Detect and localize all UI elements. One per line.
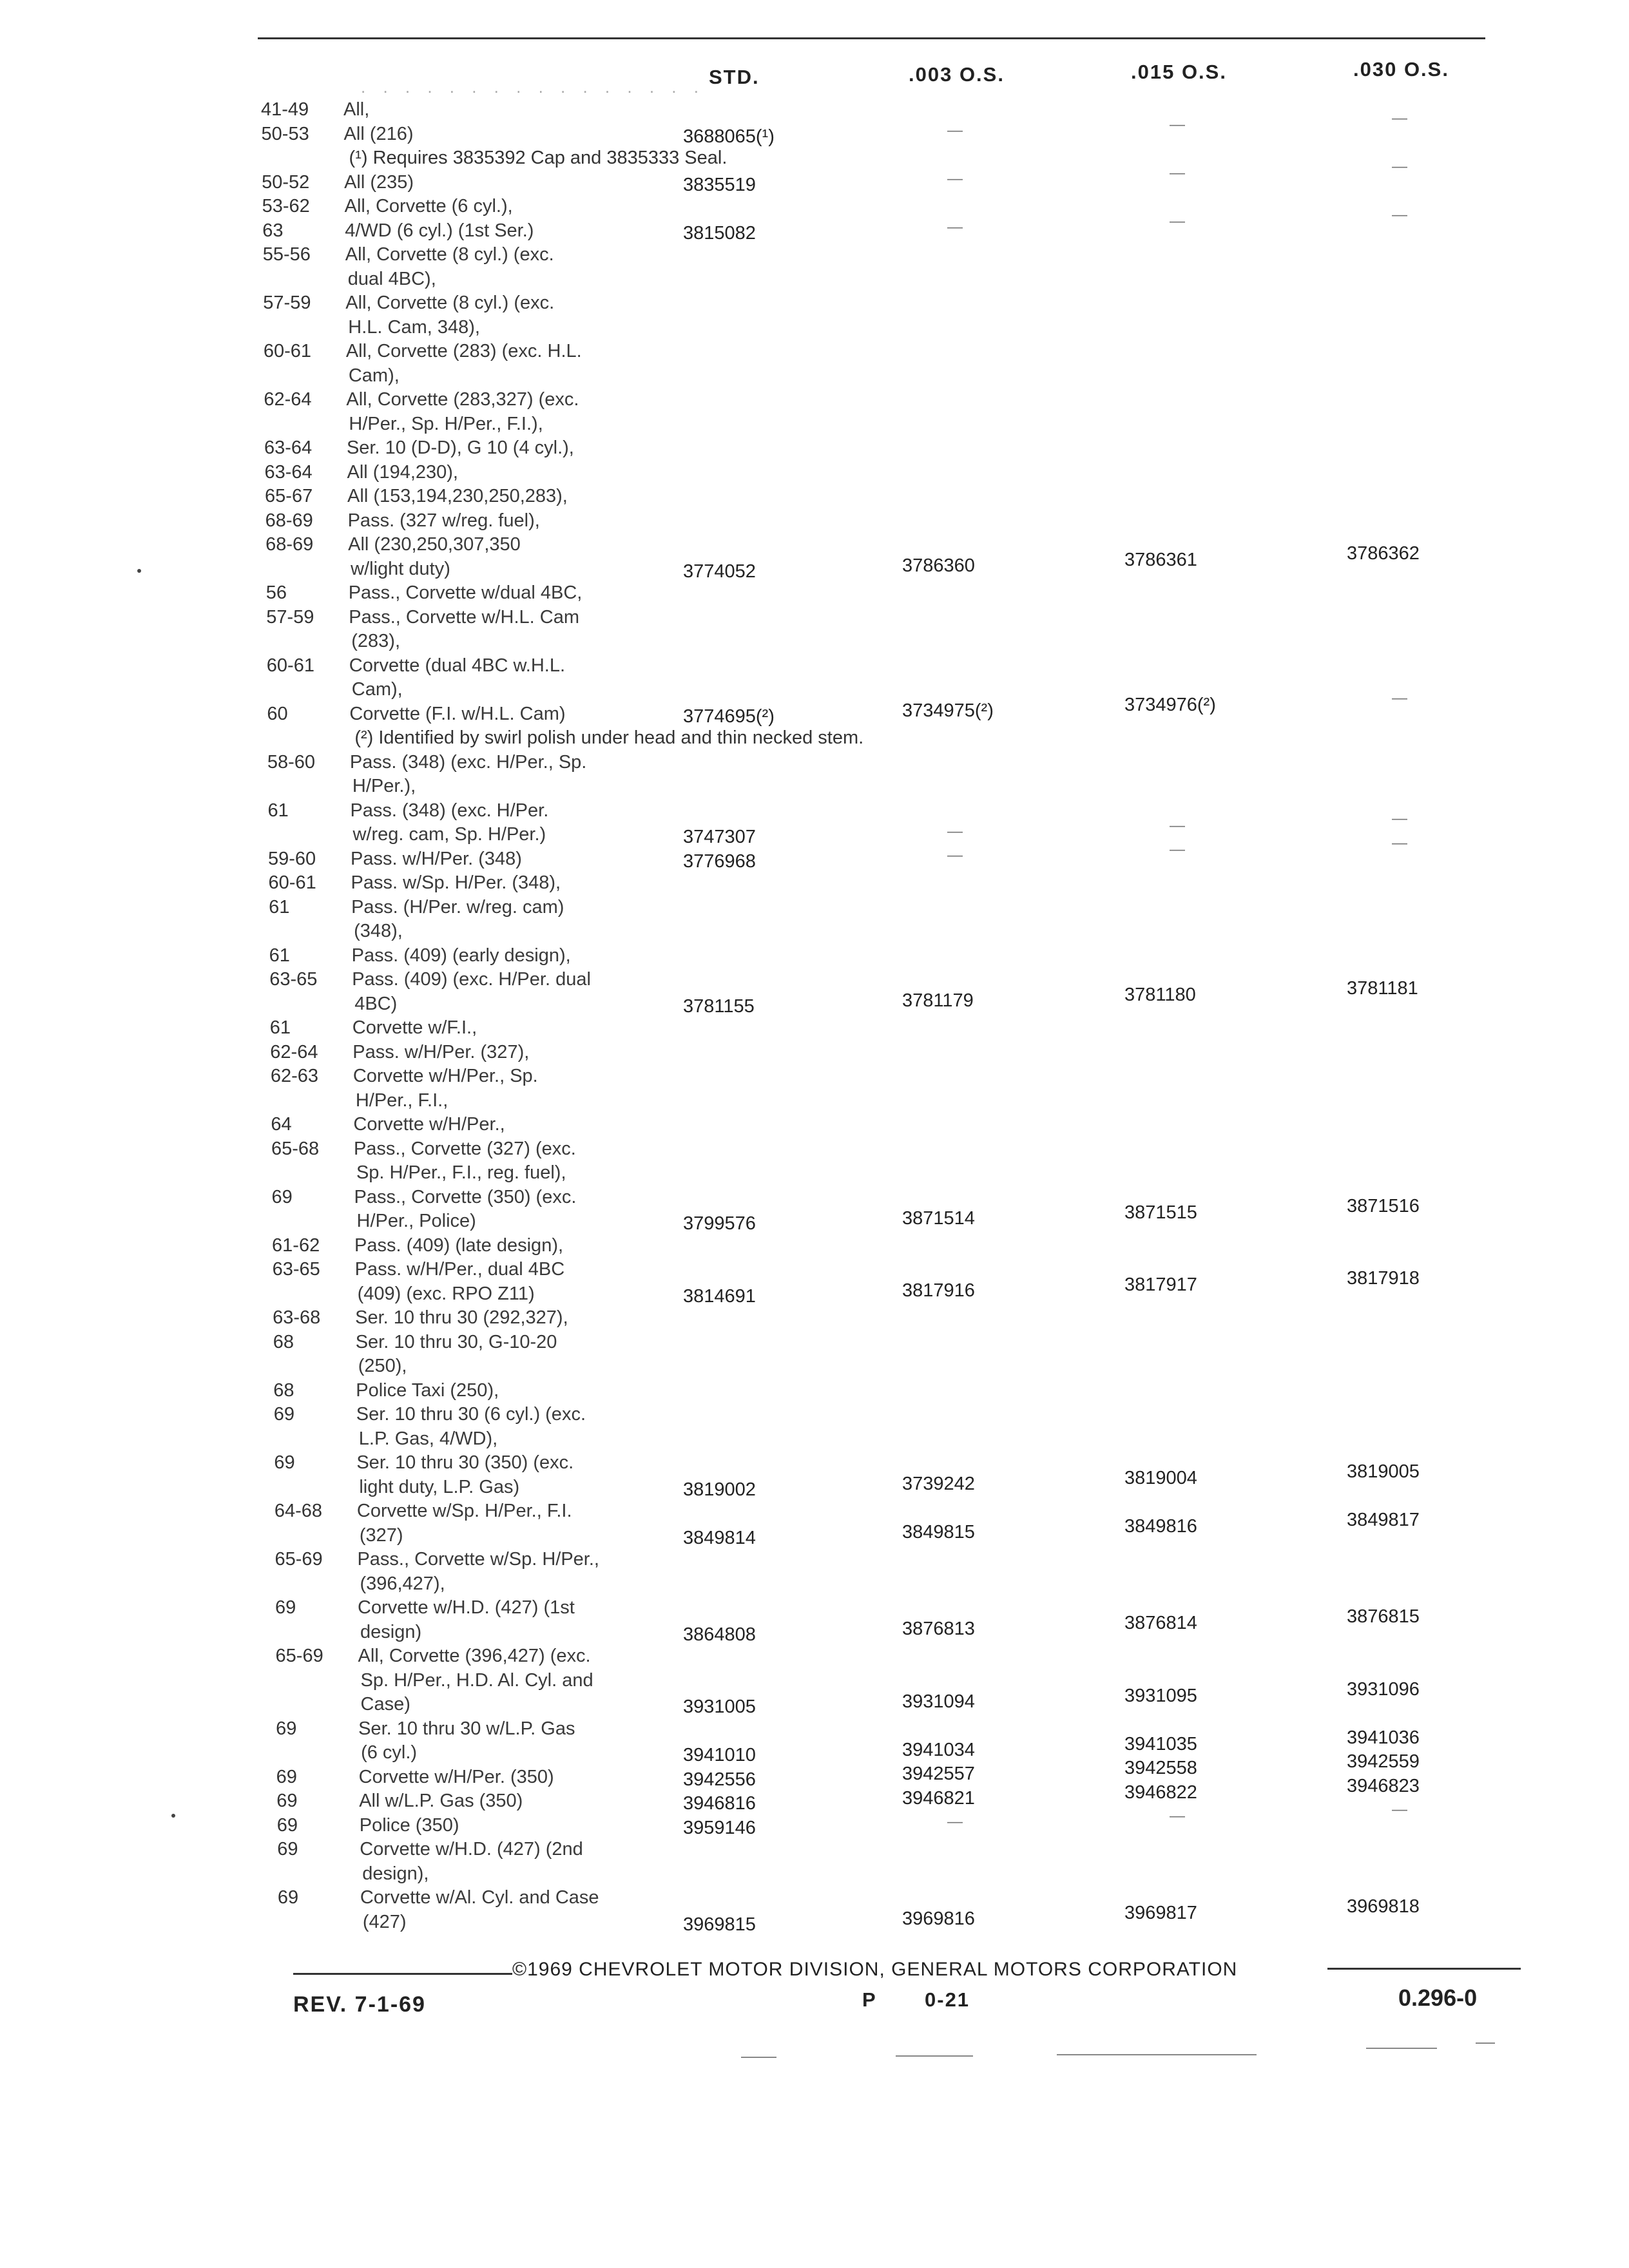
application-description: Corvette w/F.I.,	[352, 1017, 477, 1038]
year-range: 63-65	[269, 969, 318, 990]
os030-part-number: 3946823	[1347, 1775, 1420, 1796]
year-range: 61	[267, 800, 289, 821]
application-description: Ser. 10 thru 30 (350) (exc.	[356, 1452, 574, 1473]
application-description: Cam),	[351, 679, 403, 700]
leader-dots: . . . . . . . . . . . . . . . .	[361, 77, 705, 97]
col-030-header: .030 O.S.	[1353, 58, 1449, 81]
os030-part-number: 3969818	[1347, 1896, 1420, 1917]
application-description: All, Corvette (6 cyl.),	[344, 196, 513, 216]
os003-part-number: 3817916	[902, 1280, 975, 1302]
std-part-number: 3864808	[683, 1624, 756, 1645]
year-range: 60-61	[266, 655, 314, 676]
application-description: design),	[362, 1863, 429, 1884]
year-range: 68	[273, 1331, 294, 1352]
scan-mark	[1476, 2042, 1495, 2044]
application-description: Pass. w/H/Per. (348)	[351, 848, 522, 869]
application-description: Pass. (348) (exc. H/Per., Sp.	[349, 751, 587, 773]
year-range: 57-59	[263, 293, 311, 313]
os015-part-number: 3941035	[1124, 1733, 1197, 1754]
application-description: Pass. (H/Per. w/reg. cam)	[351, 896, 564, 918]
year-range: 69	[276, 1814, 298, 1836]
year-range: 69	[273, 1404, 295, 1425]
os030-part-number: 3871516	[1347, 1195, 1420, 1216]
std-part-number: 3774695(²)	[683, 706, 775, 727]
application-description: Pass. (409) (early design),	[351, 945, 571, 966]
application-description: Pass. w/H/Per. (327),	[352, 1041, 530, 1062]
application-description: All (230,250,307,350	[348, 534, 521, 555]
year-range: 69	[277, 1839, 298, 1860]
year-range: 69	[274, 1452, 295, 1473]
std-part-number: 3747307	[683, 827, 756, 847]
std-part-number: 3959146	[683, 1817, 756, 1838]
os003-part-number: 3942557	[902, 1763, 975, 1785]
application-description: Ser. 10 (D-D), G 10 (4 cyl.),	[346, 437, 574, 458]
application-description: Sp. H/Per., F.I., reg. fuel),	[356, 1162, 566, 1183]
std-part-number: 3774052	[683, 561, 756, 582]
year-range: 62-64	[270, 1041, 318, 1062]
os003-part-number: 3876813	[902, 1619, 975, 1640]
application-description: Pass. (409) (exc. H/Per. dual	[352, 969, 591, 990]
application-description: Ser. 10 thru 30 (6 cyl.) (exc.	[356, 1404, 586, 1425]
application-description: H.L. Cam, 348),	[348, 316, 480, 338]
os015-part-number: 3849816	[1124, 1516, 1197, 1537]
os030-part-number: 3876815	[1347, 1606, 1420, 1628]
os030-part-number: —	[1392, 206, 1407, 224]
std-part-number: 3946816	[683, 1793, 756, 1814]
std-part-number: 3941010	[683, 1745, 756, 1765]
std-part-number: 3688065(¹)	[683, 126, 775, 147]
year-range: 55-56	[262, 244, 311, 265]
application-description: All, Corvette (396,427) (exc.	[358, 1646, 591, 1666]
os003-part-number: —	[947, 218, 963, 236]
year-range: 68-69	[265, 534, 314, 555]
application-description: Pass. w/Sp. H/Per. (348),	[351, 872, 561, 893]
application-description: Pass. w/H/Per., dual 4BC	[354, 1259, 565, 1280]
application-description: Corvette w/Al. Cyl. and Case	[360, 1887, 599, 1908]
year-range: 56	[265, 582, 287, 603]
application-description: L.P. Gas, 4/WD),	[358, 1428, 498, 1449]
application-description: (427)	[362, 1911, 407, 1932]
page-letter: P	[862, 1988, 877, 2011]
year-range: 58-60	[267, 751, 316, 773]
os015-part-number: —	[1170, 816, 1185, 834]
col-std-header: STD.	[709, 66, 760, 88]
page-number: 0-21	[925, 1988, 970, 2011]
os030-part-number: —	[1392, 157, 1407, 175]
year-range: 63-64	[264, 461, 313, 483]
col-003-header: .003 O.S.	[909, 63, 1005, 86]
application-description: (396,427),	[360, 1573, 445, 1594]
std-part-number: 3814691	[683, 1285, 756, 1307]
footer-rule-left	[293, 1973, 512, 1975]
os003-part-number: —	[947, 170, 963, 188]
year-range: 61	[269, 896, 290, 918]
year-range: 61	[269, 945, 290, 966]
os015-part-number: —	[1170, 213, 1185, 231]
year-range: 64	[271, 1114, 292, 1135]
os015-part-number: 3876814	[1124, 1613, 1197, 1634]
year-range: 69	[277, 1887, 299, 1908]
os030-part-number: 3817918	[1347, 1268, 1420, 1289]
copyright-text: ©1969 CHEVROLET MOTOR DIVISION, GENERAL MOTORS CORPORATION	[512, 1959, 1238, 1980]
application-description: All (216)	[343, 123, 414, 144]
os003-part-number: 3941034	[902, 1739, 975, 1760]
col-015-header: .015 O.S.	[1131, 61, 1227, 83]
year-range: 65-68	[271, 1138, 320, 1159]
application-description: Corvette (F.I. w/H.L. Cam)	[349, 703, 566, 724]
os003-part-number: 3786360	[902, 555, 975, 577]
year-range: 63	[262, 220, 284, 241]
std-part-number: 3931005	[683, 1696, 756, 1717]
os003-part-number: —	[947, 122, 963, 140]
application-description: Corvette w/H/Per. (350)	[358, 1766, 554, 1787]
year-range: 63-64	[264, 437, 313, 458]
year-range: 65-69	[275, 1549, 323, 1570]
application-description: 4/WD (6 cyl.) (1st Ser.)	[345, 220, 534, 241]
year-range: 50-53	[261, 123, 309, 144]
os003-part-number: 3734975(²)	[902, 700, 994, 722]
application-description: w/reg. cam, Sp. H/Per.)	[352, 824, 546, 845]
section-code: 0.296-0	[1398, 1984, 1478, 2011]
std-part-number: 3799576	[683, 1213, 756, 1234]
application-description: dual 4BC),	[347, 268, 436, 289]
year-range: 68	[273, 1379, 294, 1401]
os030-part-number: 3781181	[1347, 978, 1418, 999]
year-range: 41-49	[261, 99, 309, 120]
scan-mark	[741, 2057, 776, 2058]
os015-part-number: 3819004	[1124, 1468, 1197, 1489]
year-range: 59-60	[268, 848, 316, 869]
os015-part-number: 3817917	[1124, 1274, 1197, 1296]
os030-part-number: —	[1392, 689, 1407, 707]
application-description: Ser. 10 thru 30, G-10-20	[355, 1331, 557, 1352]
year-range: 60-61	[268, 872, 316, 893]
year-range: 69	[276, 1791, 298, 1811]
year-range: 69	[276, 1718, 297, 1739]
year-range: 65-67	[265, 486, 313, 506]
os030-part-number: 3941036	[1347, 1727, 1420, 1748]
application-description: (348),	[354, 921, 403, 941]
application-description: light duty, L.P. Gas)	[359, 1476, 520, 1497]
application-description: H/Per., F.I.,	[355, 1090, 448, 1111]
os003-part-number: 3871514	[902, 1207, 975, 1229]
application-description: w/light duty)	[351, 558, 450, 579]
application-description: Corvette w/H/Per., Sp.	[352, 1066, 538, 1086]
std-part-number: 3776968	[683, 850, 756, 872]
application-description: (6 cyl.)	[361, 1742, 418, 1763]
std-part-number: 3835519	[683, 174, 756, 195]
os030-part-number: 3942559	[1347, 1751, 1420, 1773]
scan-mark	[1057, 2054, 1257, 2055]
year-range: 60-61	[263, 341, 312, 361]
os003-part-number: 3931094	[902, 1691, 975, 1712]
os030-part-number: 3786362	[1347, 543, 1420, 564]
os030-part-number: —	[1392, 1800, 1407, 1818]
application-description: H/Per., Police)	[356, 1211, 476, 1231]
year-range: 69	[275, 1597, 296, 1618]
application-description: All, Corvette (283) (exc. H.L.	[345, 341, 582, 361]
application-description: Corvette w/H.D. (427) (2nd	[360, 1839, 583, 1860]
os003-part-number: 3781179	[902, 990, 974, 1012]
os003-part-number: —	[947, 1813, 963, 1831]
os015-part-number: 3734976(²)	[1124, 695, 1216, 716]
year-range: 63-65	[272, 1259, 320, 1280]
application-description: 4BC)	[354, 993, 398, 1014]
year-range: 53-62	[262, 196, 310, 216]
os015-part-number: —	[1170, 841, 1185, 859]
os030-part-number: —	[1392, 834, 1407, 852]
std-part-number: 3815082	[683, 222, 756, 244]
os003-part-number: 3849815	[902, 1522, 975, 1543]
scan-speck	[137, 569, 141, 573]
std-part-number: 3781155	[683, 995, 755, 1017]
application-description: Cam),	[348, 365, 400, 386]
application-description: All,	[343, 99, 370, 120]
year-range: 68-69	[265, 510, 313, 531]
year-range: 50-52	[262, 171, 310, 193]
std-part-number: 3969815	[683, 1914, 756, 1935]
application-description: Pass., Corvette w/H.L. Cam	[349, 606, 580, 628]
application-description: H/Per., Sp. H/Per., F.I.),	[349, 413, 543, 434]
year-range: 64-68	[274, 1501, 323, 1521]
os015-part-number: 3946822	[1124, 1782, 1197, 1803]
application-description: (327)	[359, 1524, 403, 1546]
application-description: Pass. (409) (late design),	[354, 1235, 564, 1256]
os015-part-number: 3871515	[1124, 1202, 1197, 1223]
year-range: 57-59	[266, 606, 314, 628]
application-description: All, Corvette (283,327) (exc.	[346, 389, 579, 410]
revision-date: REV. 7-1-69	[293, 1992, 426, 2017]
application-description: (283),	[351, 631, 401, 651]
application-description: Ser. 10 thru 30 w/L.P. Gas	[358, 1718, 575, 1739]
application-description: Case)	[360, 1694, 410, 1715]
application-description: Pass., Corvette (350) (exc.	[354, 1186, 577, 1207]
year-range: 69	[276, 1766, 297, 1787]
footer-rule-right	[1327, 1968, 1521, 1970]
os015-part-number: 3786361	[1124, 550, 1197, 571]
application-description: (409) (exc. RPO Z11)	[357, 1283, 535, 1304]
application-description: All, Corvette (8 cyl.) (exc.	[345, 293, 555, 313]
os030-part-number: —	[1392, 810, 1407, 828]
application-description: Pass., Corvette w/Sp. H/Per.,	[357, 1549, 599, 1570]
application-description: All (235)	[344, 171, 414, 193]
year-range: 60	[267, 703, 288, 724]
application-description: Sp. H/Per., H.D. Al. Cyl. and	[360, 1669, 593, 1691]
os015-part-number: 3969817	[1124, 1903, 1197, 1924]
std-part-number: 3849814	[683, 1527, 756, 1548]
os015-part-number: 3942558	[1124, 1758, 1197, 1779]
application-description: All, Corvette (8 cyl.) (exc.	[345, 244, 554, 265]
std-part-number: 3819002	[683, 1479, 756, 1500]
os003-part-number: —	[947, 847, 963, 865]
os003-part-number: 3946821	[902, 1787, 975, 1809]
os015-part-number: —	[1170, 116, 1185, 134]
application-description: All (153,194,230,250,283),	[347, 486, 568, 506]
application-description: Corvette w/Sp. H/Per., F.I.	[356, 1501, 572, 1521]
os003-part-number: —	[947, 822, 963, 840]
application-description: Corvette w/H/Per.,	[353, 1114, 505, 1135]
os015-part-number: —	[1170, 1807, 1185, 1825]
os015-part-number: 3931095	[1124, 1685, 1197, 1706]
year-range: 65-69	[275, 1646, 323, 1666]
os015-part-number: —	[1170, 164, 1185, 182]
application-description: Police Taxi (250),	[356, 1379, 499, 1401]
os030-part-number: 3849817	[1347, 1510, 1420, 1531]
application-description: Corvette w/H.D. (427) (1st	[358, 1597, 575, 1618]
os003-part-number: 3969816	[902, 1908, 975, 1930]
os003-part-number: 3739242	[902, 1474, 975, 1495]
application-description: Pass., Corvette w/dual 4BC,	[348, 582, 583, 603]
os030-part-number: 3931096	[1347, 1678, 1420, 1700]
os030-part-number: 3819005	[1347, 1461, 1420, 1483]
scan-mark	[1366, 2048, 1437, 2049]
os030-part-number: —	[1392, 109, 1407, 127]
application-description: H/Per.),	[352, 776, 416, 796]
year-range: 62-63	[270, 1066, 319, 1086]
scan-mark	[896, 2055, 973, 2057]
year-range: 61	[269, 1017, 291, 1038]
application-description: Corvette (dual 4BC w.H.L.	[349, 655, 566, 676]
application-description: All (194,230),	[347, 461, 458, 483]
application-description: All w/L.P. Gas (350)	[359, 1791, 523, 1811]
application-description: Pass., Corvette (327) (exc.	[353, 1138, 576, 1159]
footnote: (²) Identified by swirl polish under head and thin necked stem.	[354, 727, 864, 748]
application-description: Pass. (348) (exc. H/Per.	[350, 800, 549, 821]
year-range: 62-64	[264, 389, 312, 410]
application-description: (250),	[358, 1356, 407, 1376]
application-description: Ser. 10 thru 30 (292,327),	[355, 1307, 568, 1328]
std-part-number: 3942556	[683, 1769, 756, 1790]
scan-speck	[171, 1814, 175, 1818]
application-description: Pass. (327 w/reg. fuel),	[347, 510, 540, 531]
top-rule	[258, 37, 1485, 39]
application-description: Police (350)	[359, 1814, 459, 1836]
footnote: (¹) Requires 3835392 Cap and 3835333 Seal.	[349, 148, 728, 168]
application-description: design)	[360, 1621, 422, 1642]
year-range: 69	[271, 1186, 293, 1207]
year-range: 61-62	[272, 1235, 320, 1256]
year-range: 63-68	[273, 1307, 321, 1328]
os015-part-number: 3781180	[1124, 985, 1196, 1006]
